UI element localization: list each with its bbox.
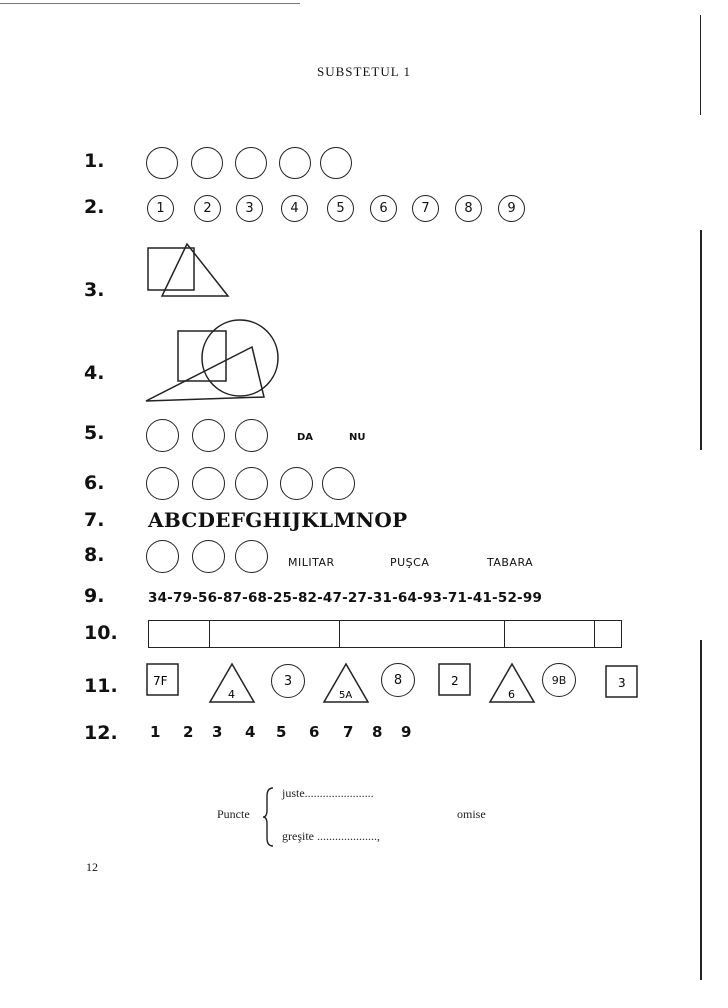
circle (279, 147, 311, 179)
brace (262, 786, 276, 848)
triangle (162, 244, 228, 296)
numbered-circle: 2 (194, 195, 221, 222)
square (146, 663, 180, 697)
circle (146, 467, 179, 500)
word-da: DA (297, 432, 314, 443)
circle (146, 540, 179, 573)
bar-divider (209, 621, 210, 647)
circle: 9B (542, 663, 576, 697)
score-wrong: greşite ...................., (282, 829, 380, 843)
triangle-square-circle-figure (140, 315, 290, 410)
triangle (322, 662, 370, 704)
digit: 5 (276, 723, 287, 741)
item-number: 12. (84, 722, 118, 744)
shape-label: 2 (451, 674, 459, 688)
item-number: 10. (84, 622, 118, 644)
digit: 1 (150, 723, 161, 741)
numbered-circle: 7 (412, 195, 439, 222)
digit: 4 (245, 723, 256, 741)
circle (235, 540, 268, 573)
numbered-circle: 1 (147, 195, 174, 222)
circle (192, 540, 225, 573)
item-number: 9. (84, 585, 105, 607)
digit: 9 (401, 723, 412, 741)
circle (192, 419, 225, 452)
numbered-circle: 5 (327, 195, 354, 222)
bar-divider (339, 621, 340, 647)
item-number: 2. (84, 196, 105, 218)
score-omitted: omise (457, 807, 486, 821)
circle (146, 419, 179, 452)
numbered-circle: 6 (370, 195, 397, 222)
digit: 2 (183, 723, 194, 741)
circle (322, 467, 355, 500)
word-tabara: TABARA (487, 556, 534, 569)
numbered-circle: 4 (281, 195, 308, 222)
triangle (208, 662, 256, 704)
digit: 6 (309, 723, 320, 741)
shape-label: 3 (618, 676, 626, 690)
circle (235, 419, 268, 452)
shape-label: 6 (508, 688, 515, 701)
circle (202, 320, 278, 396)
square (605, 665, 639, 699)
top-rule (0, 3, 300, 4)
segmented-bar (148, 620, 622, 648)
digit: 3 (212, 723, 223, 741)
numbered-circle: 3 (236, 195, 263, 222)
numbered-circle: 9 (498, 195, 525, 222)
item-number: 7. (84, 509, 105, 531)
square (148, 248, 194, 290)
circle (192, 467, 225, 500)
item-number: 3. (84, 279, 105, 301)
item-number: 11. (84, 675, 118, 697)
page-title: SUBSTETUL 1 (317, 64, 411, 79)
numbered-circle: 8 (455, 195, 482, 222)
page-edge-line (700, 230, 702, 450)
item-number: 6. (84, 472, 105, 494)
circle (280, 467, 313, 500)
item-number: 1. (84, 150, 105, 172)
circle (146, 147, 178, 179)
circle (235, 147, 267, 179)
alphabet-letters: ABCDEFGHIJKLMNOP (148, 508, 408, 532)
circle (320, 147, 352, 179)
item-number: 4. (84, 362, 105, 384)
shape-label: 4 (228, 688, 235, 701)
bar-divider (594, 621, 595, 647)
page-edge-line (700, 640, 702, 980)
square-triangle-figure (140, 238, 240, 308)
shape-label: 5A (339, 690, 353, 701)
digit: 7 (343, 723, 354, 741)
word-nu: NU (349, 432, 366, 443)
item-number: 8. (84, 544, 105, 566)
word-pusca: PUŞCA (390, 556, 430, 569)
score-label: Puncte (217, 807, 250, 821)
page-number: 12 (86, 860, 98, 874)
shape-label: 7F (153, 674, 168, 688)
circle: 3 (271, 664, 305, 698)
circle (191, 147, 223, 179)
circle (235, 467, 268, 500)
word-militar: MILITAR (288, 556, 335, 569)
item-number: 5. (84, 422, 105, 444)
score-correct: juste....................... (282, 786, 374, 800)
circle: 8 (381, 663, 415, 697)
number-sequence: 34-79-56-87-68-25-82-47-27-31-64-93-71-41-52-99 (148, 590, 543, 606)
digit: 8 (372, 723, 383, 741)
square (438, 663, 472, 697)
bar-divider (504, 621, 505, 647)
triangle (488, 662, 536, 704)
